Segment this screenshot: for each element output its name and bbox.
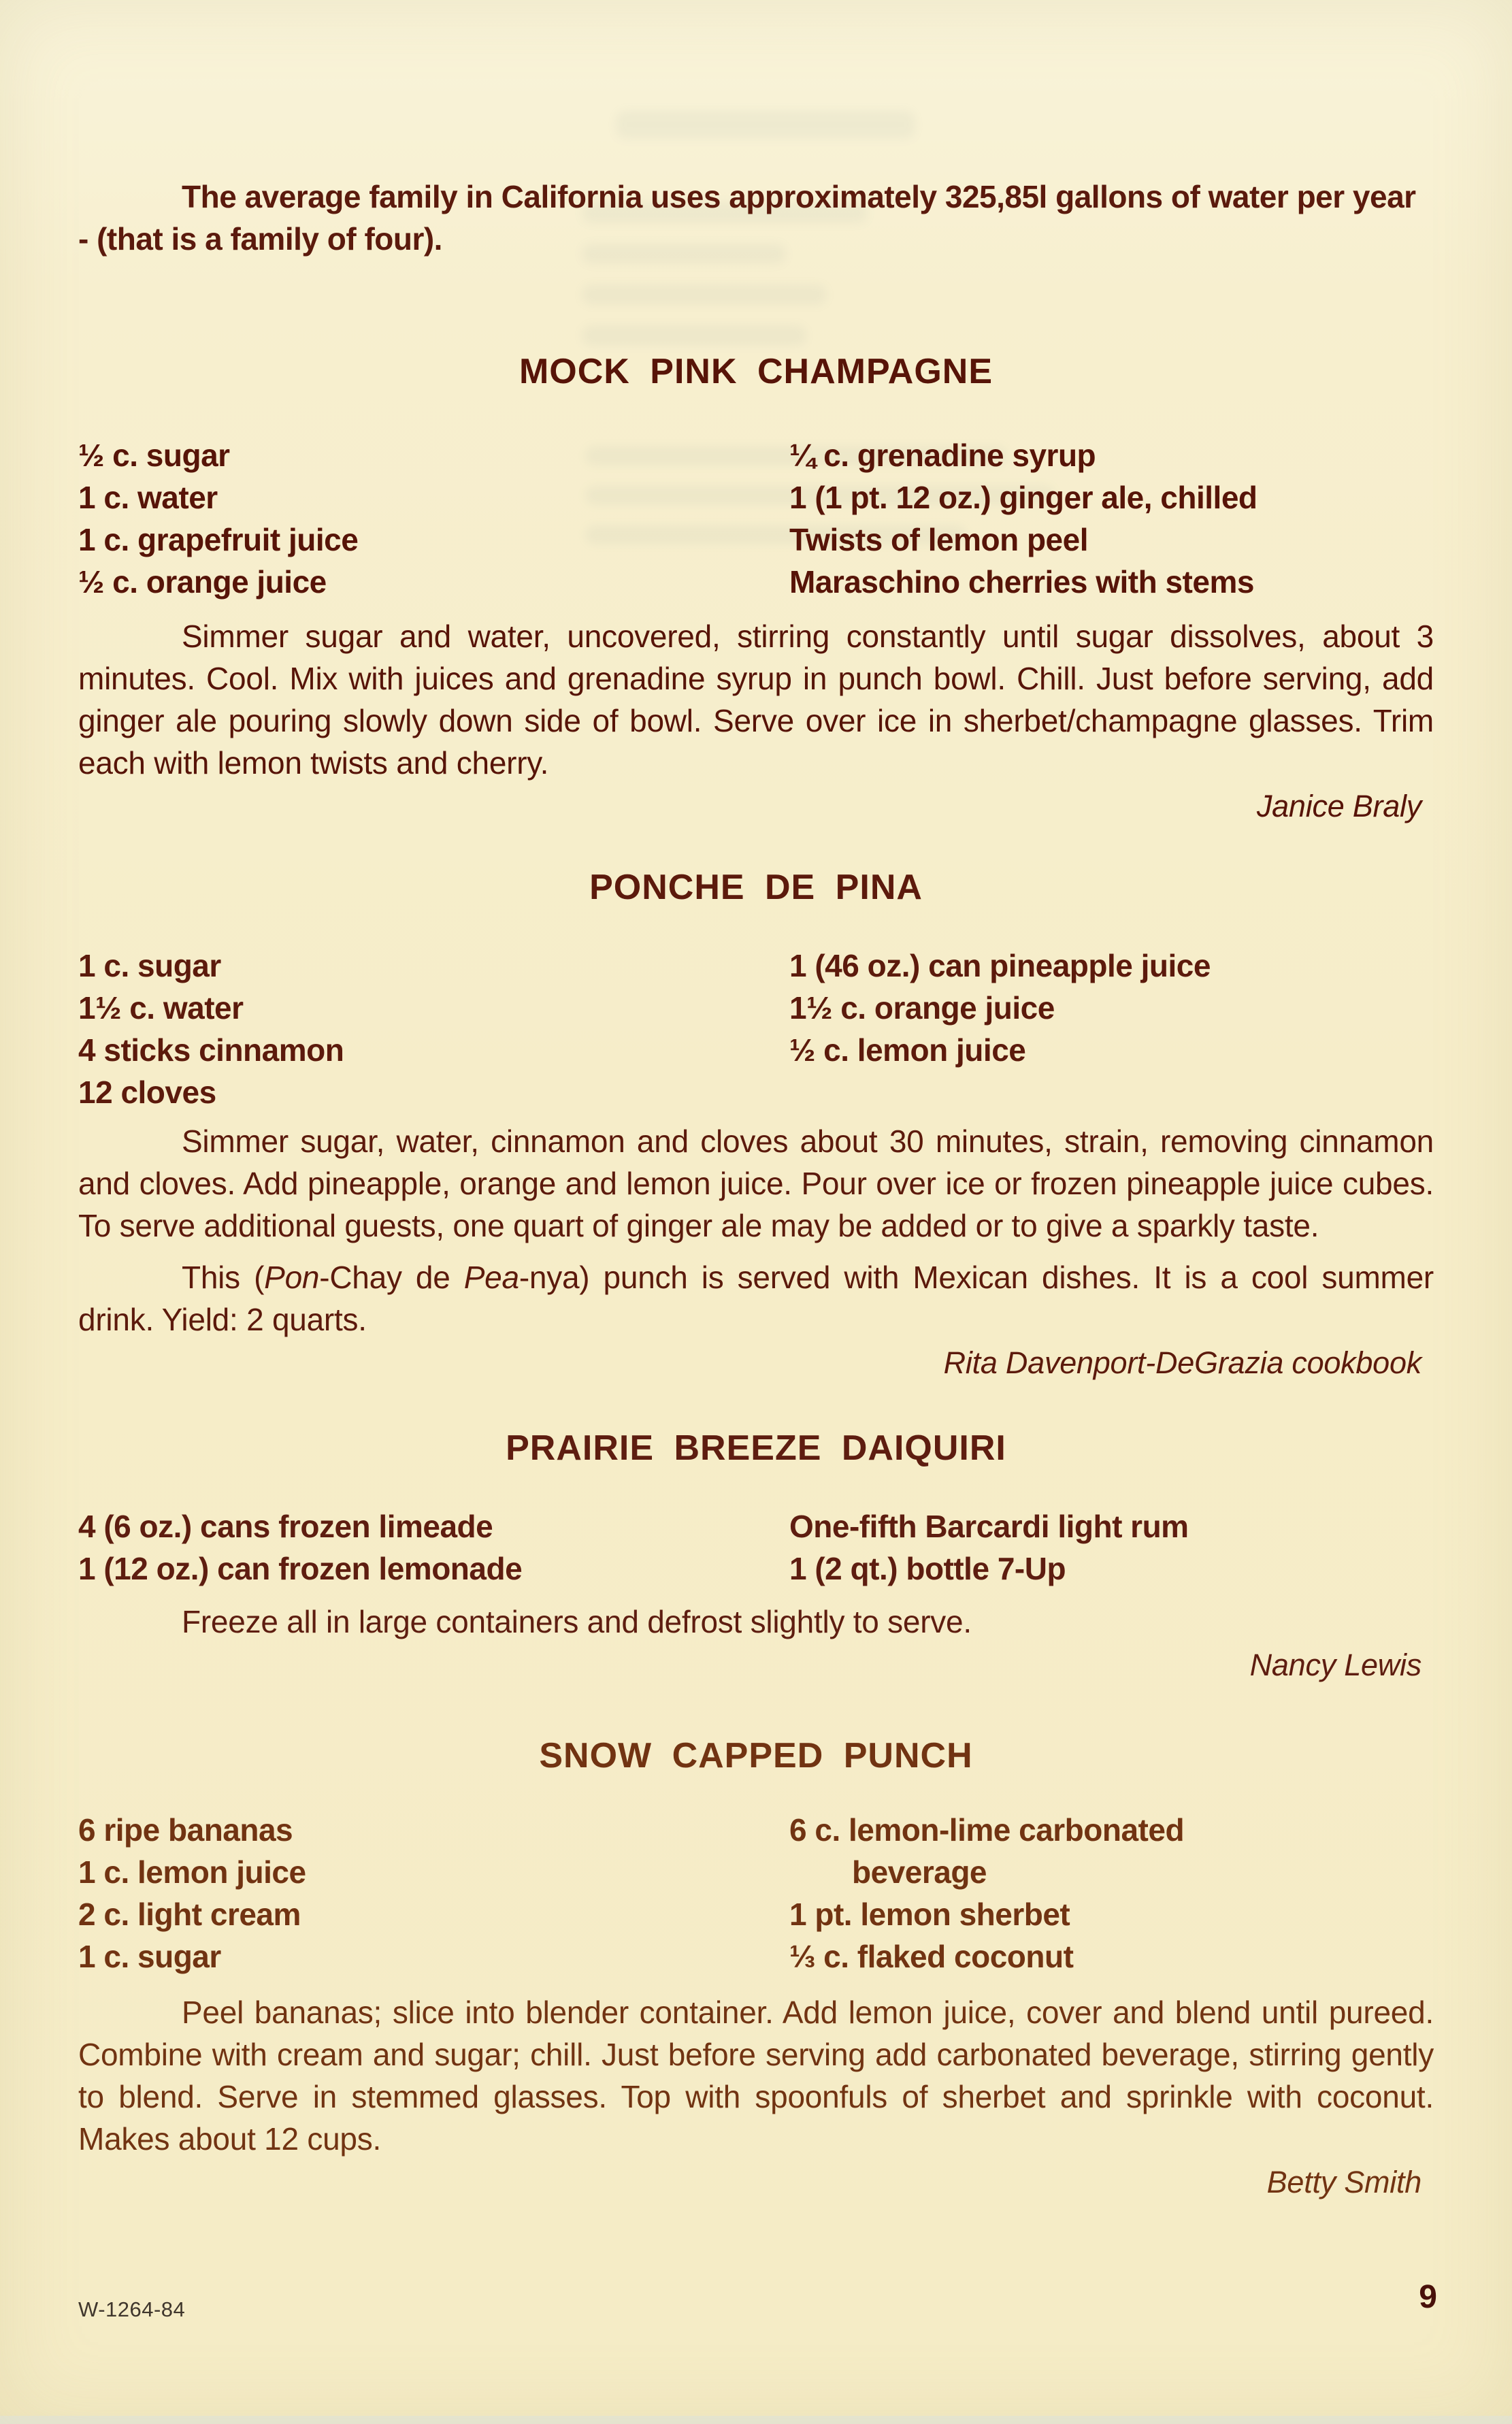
ingredient-item: 2 c. light cream [78, 1897, 301, 1932]
ingredient-list-left [78, 945, 789, 1113]
recipe-paragraphs [78, 1991, 1434, 2160]
recipe-paragraph: Freeze all in large containers and defrost slightly to serve. [182, 1604, 972, 1639]
recipe-section [78, 1429, 1434, 1685]
ingredient-columns [78, 434, 1434, 603]
ingredient-list-right [789, 434, 1434, 603]
ingredient-list-right [789, 1809, 1434, 1978]
recipe-paragraph: Simmer sugar and water, uncovered, stirring constantly until sugar dissolves, about 3 minutes. Cool. Mix with juices and grenadine syrup in punch bowl. Chill. Just before serving, add ginger ale pouring slowly down side of bowl. Serve over ice in sherbet/champagne glasses. Trim each with lemon twists and cherry. [78, 619, 1434, 781]
recipe-section [78, 353, 1434, 826]
ingredient-item: 4 (6 oz.) cans frozen limeade [78, 1509, 493, 1544]
ingredient-item: One-fifth Barcardi light rum [789, 1509, 1189, 1544]
ingredient-list-left [78, 434, 789, 603]
ingredient-item: 1 c. lemon juice [78, 1854, 306, 1890]
recipe-section [78, 1737, 1434, 2202]
ingredient-item: 1 c. grapefruit juice [78, 522, 359, 557]
recipe-attribution: Nancy Lewis [1249, 1648, 1421, 1682]
recipe-attribution: Rita Davenport-DeGrazia cookbook [943, 1345, 1421, 1380]
ingredient-item: 1 c. sugar [78, 1939, 221, 1974]
ingredient-item: 1 (2 qt.) bottle 7-Up [789, 1551, 1066, 1586]
ingredient-item: 12 cloves [78, 1075, 216, 1110]
recipe-paragraph: Peel bananas; slice into blender container. Add lemon juice, cover and blend until pureed. Combine with cream and sugar; chill. Just before serving add carbonated beverage, stirring gently to blend. Serve in stemmed glasses. Top with spoonfuls of sherbet and sprinkle with coconut. Makes about 12 cups. [78, 1995, 1434, 2157]
ingredient-item: beverage [852, 1854, 987, 1890]
recipe-attribution: Janice Braly [1256, 789, 1421, 823]
ingredient-item: ¼ c. grenadine syrup [789, 438, 1096, 473]
ingredient-item: ½ c. orange juice [78, 564, 327, 600]
recipe-paragraphs [78, 1601, 1434, 1643]
intro-paragraph: The average family in California uses approximately 325,85l gallons of water per year - (that is a family of four). [78, 179, 1416, 257]
recipe-paragraphs [78, 1120, 1434, 1341]
ingredient-item: 1 (46 oz.) can pineapple juice [789, 948, 1211, 983]
ingredient-item: 6 c. lemon-lime carbonated [789, 1812, 1185, 1848]
ingredient-item: ⅓ c. flaked coconut [789, 1939, 1074, 1974]
ingredient-item: 1 (12 oz.) can frozen lemonade [78, 1551, 523, 1586]
recipe-section [78, 868, 1434, 1383]
ingredient-item: Twists of lemon peel [789, 522, 1088, 557]
recipes [78, 353, 1434, 2202]
recipe-paragraphs [78, 615, 1434, 784]
scan-bottom-edge [0, 2416, 1512, 2424]
ingredient-item: 1½ c. water [78, 990, 244, 1026]
recipe-title: SNOW CAPPED PUNCH [539, 1736, 973, 1775]
recipe-paragraph: Simmer sugar, water, cinnamon and cloves about 30 minutes, strain, removing cinnamon and cloves. Add pineapple, orange and lemon juice. Pour over ice or frozen pineapple juice cubes. To serve additional guests, one quart of ginger ale may be added or to give a sparkly taste. [78, 1124, 1434, 1243]
ingredient-columns [78, 1505, 1434, 1590]
recipe-title: PRAIRIE BREEZE DAIQUIRI [506, 1428, 1006, 1468]
ingredient-item: 1 c. sugar [78, 948, 221, 983]
ingredient-item: 1 pt. lemon sherbet [789, 1897, 1070, 1932]
ingredient-columns [78, 945, 1434, 1113]
ingredient-list-left [78, 1505, 789, 1590]
ingredient-columns [78, 1809, 1434, 1978]
ingredient-list-right [789, 1505, 1434, 1590]
footer-form-code: W-1264-84 [78, 2297, 186, 2321]
ingredient-item: 6 ripe bananas [78, 1812, 293, 1848]
ingredient-item: ½ c. sugar [78, 438, 230, 473]
recipe-title: PONCHE DE PINA [589, 868, 923, 907]
recipe-note: This (Pon-Chay de Pea-nya) punch is served with Mexican dishes. It is a cool summer drink. Yield: 2 quarts. [78, 1260, 1434, 1337]
ingredient-item: ½ c. lemon juice [789, 1032, 1026, 1068]
ingredient-item: 1½ c. orange juice [789, 990, 1055, 1026]
ingredient-item: 1 (1 pt. 12 oz.) ginger ale, chilled [789, 480, 1258, 515]
ingredient-item: 1 c. water [78, 480, 218, 515]
ingredient-item: Maraschino cherries with stems [789, 564, 1254, 600]
ingredient-item: 4 sticks cinnamon [78, 1032, 344, 1068]
ingredient-list-left [78, 1809, 789, 1978]
page-number: 9 [1419, 2279, 1437, 2315]
recipe-title: MOCK PINK CHAMPAGNE [519, 352, 993, 391]
recipe-attribution: Betty Smith [1266, 2165, 1421, 2199]
ingredient-list-right [789, 945, 1434, 1113]
